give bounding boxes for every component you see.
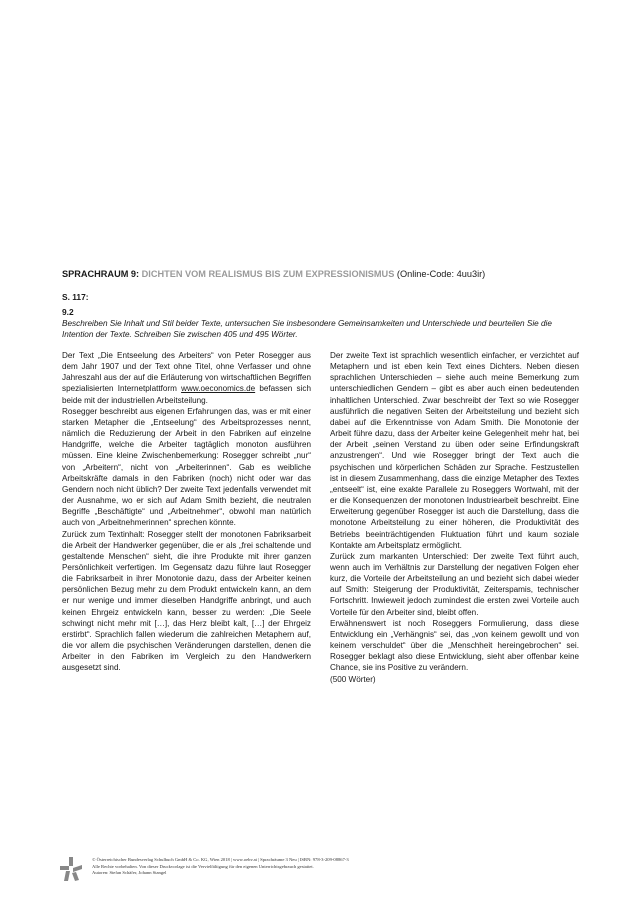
oeconomics-link[interactable]: www.oeconomics.de [181,384,256,394]
task-instruction: Beschreiben Sie Inhalt und Stil beider Texte, untersuchen Sie insbesondere Gemeinsamkeiten und Unterschiede und beurteilen Sie die Intention der Texte. Schreiben Sie zwischen 405 und 495 Wörter. [62,319,552,339]
paragraph: Erwähnenswert ist noch Roseggers Formulierung, dass diese Entwicklung ein „Verhängnis“ sei, das „von keinem gewollt und von keinem verschuldet“ über die „Menschheit hereingebrochen“ sei. Rosegger beklagt also diese Entwicklung, sieht aber offenbar keine Chance, sie ins Positive zu verändern. [330,618,579,673]
chapter-title: DICHTEN VOM REALISMUS BIS ZUM EXPRESSIONISMUS [141,269,395,279]
word-count: (500 Wörter) [330,674,376,684]
copyright-footer [92,857,512,877]
paragraph: Zurück zum Textinhalt: Rosegger stellt der monotonen Fabriksarbeit die Arbeit der Handwerker gegenüber, die er als „frei schaltende und gestaltende Menschen“ sieht, die ihre Produkte mit ihrer ganzen Persönlichkeit verfertigen. Im Gegensatz dazu führe laut Rosegger die Fabriksarbeit in ihrer Monotonie dazu, dass der Arbeiter keinen persönlichen Bezug mehr zu dem Produkt entwickeln kann, an dem er nur wenige und immer dieselben Handgriffe anbringt, und auch keinen Ehrgeiz entwickeln kann, besser zu werden: „Die Seele schwingt nicht mehr mit […], das Herz bleibt kalt, […] der Ehrgeiz erstirbt“. Sprachlich fallen wiederum die zahlreichen Metaphern auf, die vor allem die psychischen Veränderungen darstellen, denen die Arbeiter in den Fabriken im Vergleich zu den Handwerkern ausgesetzt sind. [62,529,311,673]
left-text-column [62,350,311,674]
chapter-prefix: SPRACHRAUM 9: [62,269,140,279]
paragraph: Rosegger beschreibt aus eigenen Erfahrungen das, was er mit einer starken Metapher die „Entseelung“ des Arbeitsprozesses nennt, nämlich die Reduzierung der Arbeit in den Fabriken auf einzelne Handgriffe, welche die Arbeiter tagtäglich monoton ausführen müssen. Eine kleine Zwischenbemerkung: Rosegger schreibt „nur“ von „Arbeitern“, nicht von „Arbeiterinnen“. Gab es weibliche Arbeitskräfte damals in den Fabriken (noch) nicht oder war das Gendern noch nicht üblich? Der zweite Text jedenfalls verwendet mit der Ausnahme, wo er sich auf Adam Smith bezieht, die neutralen Begriffe „Beschäftigte“ und „Arbeitnehmer“, obwohl man natürlich auch von „Arbeitnehmerinnen“ sprechen könnte. [62,406,311,528]
paragraph-text: Der Text „Die Entseelung des Arbeiters“ von Peter Rosegger aus dem Jahr 1907 und der Text ohne Titel, ohne Verfasser und ohne Jahreszahl aus der auf die Erläuterung von wirtschaftlichen Begriffen spezialisierten Internetplattform [62,351,311,394]
page-reference: S. 117: [62,292,89,302]
paragraph-text: befassen sich beide mit der industriellen Arbeitsteilung. [62,384,311,405]
oebv-logo-icon [60,857,82,881]
task-number: 9.2 [62,307,74,317]
footer-line: Autoren: Stefan Schäfer, Johann Stangel [92,870,167,876]
paragraph: Der zweite Text ist sprachlich wesentlich einfacher, er verzichtet auf Metaphern und ist eben kein Text eines Dichters. Neben diesen sprachlichen Unterschieden – siehe auch meine Bemerkung zum unterschiedlichen Gendern – gibt es aber auch einen bedeutenden inhaltlichen Unterschied. Zwar beschreibt der Text so wie Rosegger ausführlich die negativen Seiten der Arbeitsteilung und bezieht sich dabei auf die Erkenntnisse von Adam Smith. Die Monotonie der Arbeit führe dazu, dass der Arbeiter keine Gelegenheit mehr hat, bei der Arbeit „seinen Verstand zu üben oder seine Erfindungskraft anzustrengen“. Und wie Rosegger bringt der Text auch die psychischen und körperlichen Schäden zur Sprache. Festzustellen ist in diesem Zusammenhang, dass die einzige Metapher des Textes „entseelt“ ist, eine exakte Parallele zu Roseggers Wortwahl, mit der er die Konsequenzen der monotonen Industriearbeit beschreibt. Eine Erweiterung gegenüber Rosegger ist auch die Darstellung, dass die monotone Arbeitsteilung zu einer höheren, die Produktivität des Betriebs beeinträchtigenden Fluktuation führt und kaum soziale Kontakte am Arbeitsplatz ermöglicht. [330,351,579,550]
right-text-column [330,350,579,685]
footer-line: Alle Rechte vorbehalten. Von dieser Druckvorlage ist die Vervielfältigung für den eigenen Unterrichtsgebrauch gestattet. [92,863,314,869]
online-code: (Online-Code: 4uu3ir) [396,269,486,279]
footer-line: © Österreichischer Bundesverlag Schulbuch GmbH & Co. KG, Wien 2018 | www.oebv.at | Sprachräume 3 Neu | ISBN: 978-3-209-08867-3 [92,857,349,862]
paragraph [62,350,311,406]
chapter-heading [62,268,582,280]
paragraph: Zurück zum markanten Unterschied: Der zweite Text führt auch, wenn auch im Verhältnis zur Darstellung der negativen Folgen eher kurz, die Vorteile der Arbeitsteilung an und bezieht sich dabei wieder auf Smith: Steigerung der Produktivität, Zeiterspamis, technischer Fortschritt. Inwieweit jedoch zumindest die ersten zwei Vorteile auch Vorteile für den Arbeiter sind, bleibt offen. [330,551,579,617]
